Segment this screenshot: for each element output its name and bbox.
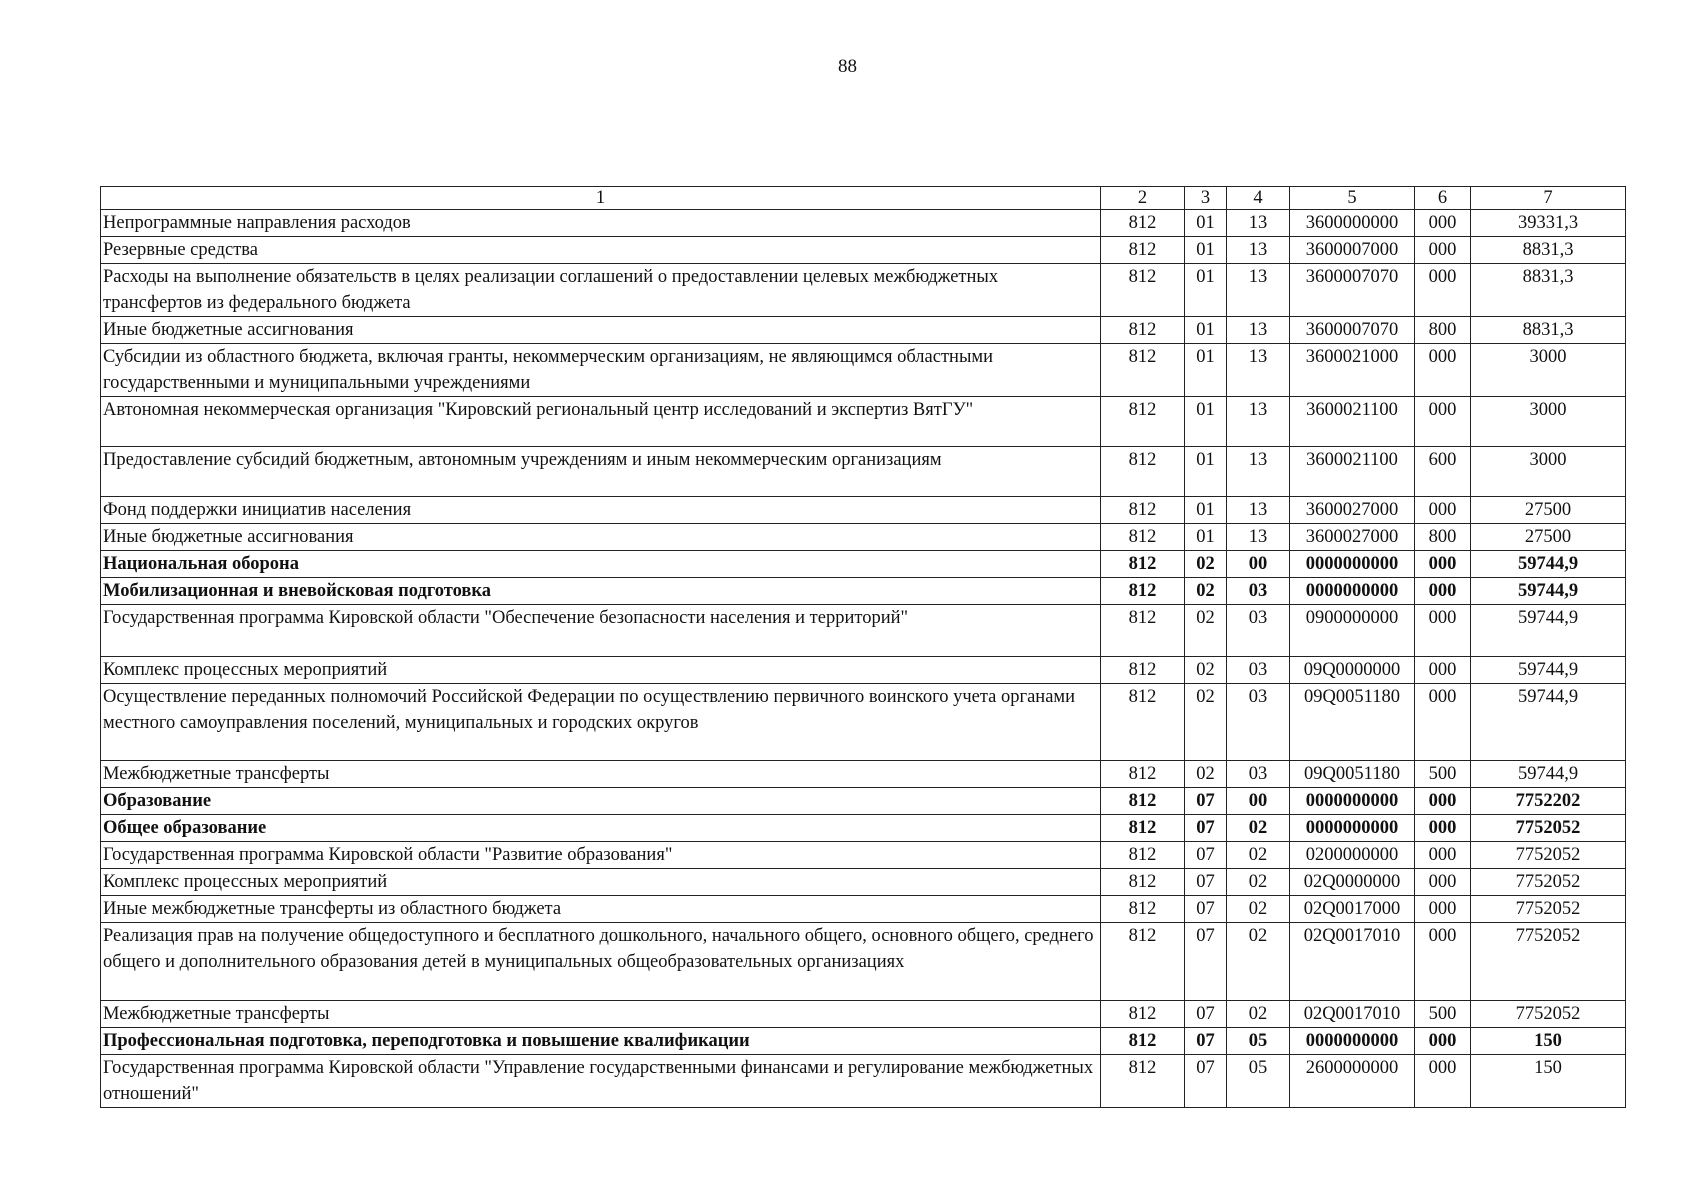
table-row [101, 1028, 1626, 1055]
code-cell: 812 [1101, 923, 1185, 1001]
row-name-cell: Профессиональная подготовка, переподготовка и повышение квалификации [101, 1028, 1101, 1055]
section-cell: 07 [1185, 923, 1227, 1001]
code-cell: 812 [1101, 869, 1185, 896]
header-cell: 6 [1415, 187, 1471, 210]
target-article-cell: 3600027000 [1290, 524, 1415, 551]
row-name-cell: Национальная оборона [101, 551, 1101, 578]
expense-type-cell: 000 [1415, 815, 1471, 842]
expense-type-cell: 000 [1415, 1055, 1471, 1108]
header-cell: 1 [101, 187, 1101, 210]
expense-type-cell: 000 [1415, 842, 1471, 869]
row-name-cell: Государственная программа Кировской области "Управление государственными финансами и регулирование межбюджетных отношений" [101, 1055, 1101, 1108]
table-row [101, 237, 1626, 264]
amount-cell: 59744,9 [1471, 578, 1626, 605]
code-cell: 812 [1101, 1001, 1185, 1028]
expense-type-cell: 000 [1415, 788, 1471, 815]
table-row [101, 605, 1626, 657]
expense-type-cell: 500 [1415, 761, 1471, 788]
header-cell: 2 [1101, 187, 1185, 210]
table-row [101, 551, 1626, 578]
subsection-cell: 03 [1227, 605, 1290, 657]
expense-type-cell: 000 [1415, 896, 1471, 923]
target-article-cell: 02Q0000000 [1290, 869, 1415, 896]
subsection-cell: 03 [1227, 684, 1290, 761]
row-name-cell: Автономная некоммерческая организация "Кировский региональный центр исследований и экспертиз ВятГУ" [101, 397, 1101, 447]
amount-cell: 3000 [1471, 344, 1626, 397]
row-name-cell: Межбюджетные трансферты [101, 761, 1101, 788]
target-article-cell: 0000000000 [1290, 815, 1415, 842]
amount-cell: 59744,9 [1471, 551, 1626, 578]
table-row [101, 788, 1626, 815]
expense-type-cell: 000 [1415, 551, 1471, 578]
amount-cell: 8831,3 [1471, 264, 1626, 317]
table-row [101, 210, 1626, 237]
target-article-cell: 02Q0017010 [1290, 1001, 1415, 1028]
code-cell: 812 [1101, 761, 1185, 788]
subsection-cell: 02 [1227, 923, 1290, 1001]
amount-cell: 27500 [1471, 497, 1626, 524]
subsection-cell: 02 [1227, 869, 1290, 896]
section-cell: 02 [1185, 551, 1227, 578]
table-row [101, 397, 1626, 447]
code-cell: 812 [1101, 842, 1185, 869]
target-article-cell: 0200000000 [1290, 842, 1415, 869]
target-article-cell: 02Q0017000 [1290, 896, 1415, 923]
header-row [101, 187, 1626, 210]
target-article-cell: 3600007070 [1290, 317, 1415, 344]
row-name-cell: Непрограммные направления расходов [101, 210, 1101, 237]
table-row [101, 1001, 1626, 1028]
table-row [101, 896, 1626, 923]
table-row [101, 923, 1626, 1001]
section-cell: 07 [1185, 1028, 1227, 1055]
amount-cell: 3000 [1471, 447, 1626, 497]
row-name-cell: Образование [101, 788, 1101, 815]
subsection-cell: 05 [1227, 1055, 1290, 1108]
section-cell: 01 [1185, 344, 1227, 397]
section-cell: 02 [1185, 684, 1227, 761]
section-cell: 07 [1185, 896, 1227, 923]
expense-type-cell: 000 [1415, 210, 1471, 237]
code-cell: 812 [1101, 896, 1185, 923]
row-name-cell: Общее образование [101, 815, 1101, 842]
expense-type-cell: 000 [1415, 344, 1471, 397]
section-cell: 01 [1185, 317, 1227, 344]
target-article-cell: 0000000000 [1290, 551, 1415, 578]
expense-type-cell: 000 [1415, 497, 1471, 524]
subsection-cell: 13 [1227, 447, 1290, 497]
table-row [101, 842, 1626, 869]
target-article-cell: 3600021000 [1290, 344, 1415, 397]
section-cell: 02 [1185, 578, 1227, 605]
subsection-cell: 05 [1227, 1028, 1290, 1055]
header-cell: 3 [1185, 187, 1227, 210]
table-row [101, 761, 1626, 788]
code-cell: 812 [1101, 1028, 1185, 1055]
code-cell: 812 [1101, 210, 1185, 237]
amount-cell: 7752052 [1471, 869, 1626, 896]
code-cell: 812 [1101, 551, 1185, 578]
row-name-cell: Субсидии из областного бюджета, включая гранты, некоммерческим организациям, не являющимся областными государственными и муниципальными учреждениями [101, 344, 1101, 397]
code-cell: 812 [1101, 264, 1185, 317]
section-cell: 07 [1185, 842, 1227, 869]
amount-cell: 7752202 [1471, 788, 1626, 815]
code-cell: 812 [1101, 524, 1185, 551]
subsection-cell: 13 [1227, 317, 1290, 344]
row-name-cell: Расходы на выполнение обязательств в целях реализации соглашений о предоставлении целевых межбюджетных трансфертов из федерального бюджета [101, 264, 1101, 317]
expense-type-cell: 500 [1415, 1001, 1471, 1028]
section-cell: 01 [1185, 210, 1227, 237]
section-cell: 01 [1185, 264, 1227, 317]
code-cell: 812 [1101, 497, 1185, 524]
amount-cell: 8831,3 [1471, 237, 1626, 264]
row-name-cell: Резервные средства [101, 237, 1101, 264]
amount-cell: 3000 [1471, 397, 1626, 447]
expense-type-cell: 000 [1415, 578, 1471, 605]
table-row [101, 815, 1626, 842]
row-name-cell: Предоставление субсидий бюджетным, автономным учреждениям и иным некоммерческим организациям [101, 447, 1101, 497]
code-cell: 812 [1101, 684, 1185, 761]
header-cell: 4 [1227, 187, 1290, 210]
table-row [101, 344, 1626, 397]
amount-cell: 7752052 [1471, 896, 1626, 923]
row-name-cell: Мобилизационная и вневойсковая подготовка [101, 578, 1101, 605]
table-row [101, 497, 1626, 524]
target-article-cell: 3600007070 [1290, 264, 1415, 317]
target-article-cell: 09Q0000000 [1290, 657, 1415, 684]
table-row [101, 1055, 1626, 1108]
target-article-cell: 3600007000 [1290, 237, 1415, 264]
code-cell: 812 [1101, 344, 1185, 397]
subsection-cell: 03 [1227, 761, 1290, 788]
target-article-cell: 02Q0017010 [1290, 923, 1415, 1001]
target-article-cell: 3600000000 [1290, 210, 1415, 237]
section-cell: 01 [1185, 447, 1227, 497]
amount-cell: 7752052 [1471, 1001, 1626, 1028]
row-name-cell: Иные бюджетные ассигнования [101, 524, 1101, 551]
target-article-cell: 3600027000 [1290, 497, 1415, 524]
subsection-cell: 13 [1227, 237, 1290, 264]
target-article-cell: 2600000000 [1290, 1055, 1415, 1108]
expense-type-cell: 000 [1415, 657, 1471, 684]
expense-type-cell: 000 [1415, 264, 1471, 317]
target-article-cell: 0000000000 [1290, 788, 1415, 815]
table-row [101, 869, 1626, 896]
row-name-cell: Иные межбюджетные трансферты из областного бюджета [101, 896, 1101, 923]
amount-cell: 59744,9 [1471, 761, 1626, 788]
subsection-cell: 02 [1227, 896, 1290, 923]
row-name-cell: Государственная программа Кировской области "Обеспечение безопасности населения и территорий" [101, 605, 1101, 657]
expense-type-cell: 000 [1415, 869, 1471, 896]
expense-type-cell: 000 [1415, 684, 1471, 761]
table-row [101, 317, 1626, 344]
table-row [101, 264, 1626, 317]
code-cell: 812 [1101, 237, 1185, 264]
amount-cell: 7752052 [1471, 842, 1626, 869]
code-cell: 812 [1101, 788, 1185, 815]
amount-cell: 27500 [1471, 524, 1626, 551]
subsection-cell: 13 [1227, 497, 1290, 524]
section-cell: 01 [1185, 397, 1227, 447]
section-cell: 02 [1185, 605, 1227, 657]
row-name-cell: Межбюджетные трансферты [101, 1001, 1101, 1028]
subsection-cell: 13 [1227, 524, 1290, 551]
subsection-cell: 02 [1227, 815, 1290, 842]
table-row [101, 524, 1626, 551]
row-name-cell: Реализация прав на получение общедоступного и бесплатного дошкольного, начального общего, основного общего, среднего общего и дополнительного образования детей в муниципальных общеобразовательных организациях [101, 923, 1101, 1001]
code-cell: 812 [1101, 397, 1185, 447]
section-cell: 07 [1185, 815, 1227, 842]
code-cell: 812 [1101, 1055, 1185, 1108]
code-cell: 812 [1101, 317, 1185, 344]
subsection-cell: 13 [1227, 397, 1290, 447]
subsection-cell: 13 [1227, 344, 1290, 397]
row-name-cell: Государственная программа Кировской области "Развитие образования" [101, 842, 1101, 869]
row-name-cell: Иные бюджетные ассигнования [101, 317, 1101, 344]
amount-cell: 7752052 [1471, 815, 1626, 842]
expense-type-cell: 000 [1415, 605, 1471, 657]
target-article-cell: 0900000000 [1290, 605, 1415, 657]
section-cell: 07 [1185, 1055, 1227, 1108]
target-article-cell: 3600021100 [1290, 447, 1415, 497]
expense-type-cell: 800 [1415, 524, 1471, 551]
section-cell: 01 [1185, 524, 1227, 551]
row-name-cell: Фонд поддержки инициатив населения [101, 497, 1101, 524]
section-cell: 07 [1185, 1001, 1227, 1028]
amount-cell: 150 [1471, 1028, 1626, 1055]
amount-cell: 39331,3 [1471, 210, 1626, 237]
section-cell: 01 [1185, 497, 1227, 524]
header-cell: 5 [1290, 187, 1415, 210]
amount-cell: 150 [1471, 1055, 1626, 1108]
target-article-cell: 0000000000 [1290, 1028, 1415, 1055]
subsection-cell: 13 [1227, 264, 1290, 317]
table-row [101, 447, 1626, 497]
section-cell: 02 [1185, 761, 1227, 788]
subsection-cell: 03 [1227, 657, 1290, 684]
expense-type-cell: 000 [1415, 923, 1471, 1001]
row-name-cell: Осуществление переданных полномочий Российской Федерации по осуществлению первичного воинского учета органами местного самоуправления поселений, муниципальных и городских округов [101, 684, 1101, 761]
section-cell: 02 [1185, 657, 1227, 684]
section-cell: 07 [1185, 869, 1227, 896]
row-name-cell: Комплекс процессных мероприятий [101, 657, 1101, 684]
row-name-cell: Комплекс процессных мероприятий [101, 869, 1101, 896]
section-cell: 01 [1185, 237, 1227, 264]
budget-table [100, 186, 1626, 1108]
target-article-cell: 3600021100 [1290, 397, 1415, 447]
subsection-cell: 13 [1227, 210, 1290, 237]
code-cell: 812 [1101, 578, 1185, 605]
expense-type-cell: 000 [1415, 397, 1471, 447]
subsection-cell: 00 [1227, 551, 1290, 578]
section-cell: 07 [1185, 788, 1227, 815]
table-row [101, 657, 1626, 684]
expense-type-cell: 000 [1415, 1028, 1471, 1055]
code-cell: 812 [1101, 657, 1185, 684]
target-article-cell: 09Q0051180 [1290, 684, 1415, 761]
code-cell: 812 [1101, 447, 1185, 497]
code-cell: 812 [1101, 815, 1185, 842]
expense-type-cell: 800 [1415, 317, 1471, 344]
subsection-cell: 02 [1227, 842, 1290, 869]
amount-cell: 8831,3 [1471, 317, 1626, 344]
table-row [101, 578, 1626, 605]
subsection-cell: 03 [1227, 578, 1290, 605]
amount-cell: 59744,9 [1471, 605, 1626, 657]
expense-type-cell: 000 [1415, 237, 1471, 264]
header-cell: 7 [1471, 187, 1626, 210]
expense-type-cell: 600 [1415, 447, 1471, 497]
page-number: 88 [838, 56, 857, 77]
code-cell: 812 [1101, 605, 1185, 657]
amount-cell: 59744,9 [1471, 657, 1626, 684]
table-body [101, 210, 1626, 1108]
subsection-cell: 02 [1227, 1001, 1290, 1028]
subsection-cell: 00 [1227, 788, 1290, 815]
target-article-cell: 09Q0051180 [1290, 761, 1415, 788]
target-article-cell: 0000000000 [1290, 578, 1415, 605]
table-row [101, 684, 1626, 761]
amount-cell: 59744,9 [1471, 684, 1626, 761]
amount-cell: 7752052 [1471, 923, 1626, 1001]
